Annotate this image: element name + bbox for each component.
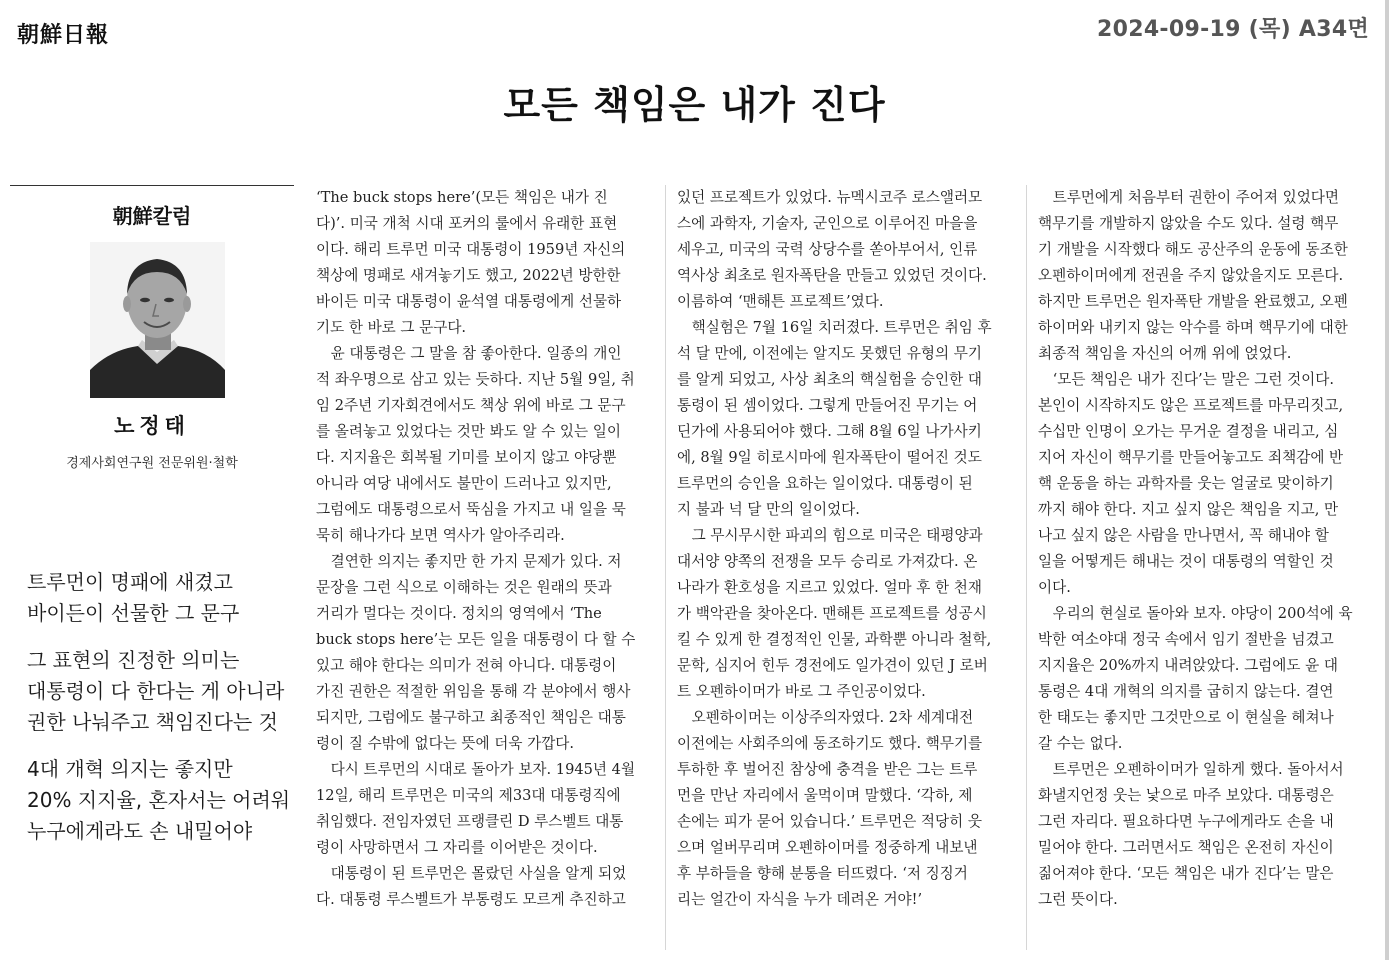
- body-text-line: 딘가에 사용되어야 했다. 그해 8월 6일 나가사키: [677, 423, 982, 440]
- body-text-line: 하지만 트루먼은 원자폭탄 개발을 완료했고, 오펜: [1038, 293, 1348, 310]
- body-text-line: 다시 트루먼의 시대로 돌아가 보자. 1945년 4월: [316, 761, 636, 778]
- body-text-line: 문학, 심지어 힌두 경전에도 일가견이 있던 J 로버: [677, 657, 988, 674]
- body-text-line: 그 무시무시한 파괴의 힘으로 미국은 태평양과: [677, 527, 983, 544]
- deck-line: 4대 개혁 의지는 좋지만: [27, 757, 233, 781]
- subheadline-deck: [27, 754, 297, 847]
- body-text-line: 이다.: [1038, 579, 1071, 596]
- column-divider: [1026, 185, 1027, 950]
- body-text-line: buck stops here’는 모든 일을 대통령이 다 할 수: [316, 631, 636, 648]
- author-sidebar: [10, 185, 294, 471]
- deck-line: 20% 지지율, 혼자서는 어려워: [27, 788, 291, 812]
- body-text-line: 바이든 미국 대통령이 윤석열 대통령에게 선물하: [316, 293, 622, 310]
- body-text-line: 오펜하이머는 이상주의자였다. 2차 세계대전: [677, 709, 974, 726]
- body-text-line: 에, 8월 9일 히로시마에 원자폭탄이 떨어진 것도: [677, 449, 982, 466]
- body-text-line: 문장을 그런 식으로 이해하는 것은 원래의 뜻과: [316, 579, 612, 596]
- body-text-line: 트루먼의 승인을 요하는 일이었다. 대통령이 된: [677, 475, 973, 492]
- body-text-line: 짊어져야 한다. ‘모든 책임은 내가 진다’는 말은: [1038, 865, 1334, 882]
- body-text-line: 핵무기를 개발하지 않았을 수도 있다. 설령 핵무: [1038, 215, 1339, 232]
- body-text-line: 그런 뜻이다.: [1038, 891, 1118, 908]
- body-text-line: 책상에 명패로 새겨놓기도 했고, 2022년 방한한: [316, 267, 621, 284]
- body-text-line: 석 달 만에, 이전에는 알지도 못했던 유형의 무기: [677, 345, 982, 362]
- body-text-line: 령이 질 수밖에 없다는 뜻에 더욱 가깝다.: [316, 735, 575, 752]
- page-edge: [1385, 0, 1389, 960]
- body-column-3: [1038, 185, 1372, 913]
- body-text-line: 기도 한 바로 그 문구다.: [316, 319, 467, 336]
- body-text-line: 세우고, 미국의 국력 상당수를 쏟아부어서, 인류: [677, 241, 978, 258]
- body-text-line: 핵 운동을 하는 과학자를 웃는 얼굴로 맞이하기: [1038, 475, 1334, 492]
- body-text-line: 통령이 된 셈이었다. 그렇게 만들어진 무기는 어: [677, 397, 978, 414]
- body-text-line: 있던 프로젝트가 있었다. 뉴멕시코주 로스앨러모: [677, 189, 983, 206]
- body-text-line: 오펜하이머에게 전권을 주지 않았을지도 모른다.: [1038, 267, 1344, 284]
- edition-date-page: 2024-09-19 (목) A34면: [1097, 17, 1369, 42]
- body-text-line: 이름하여 ‘맨해튼 프로젝트’였다.: [677, 293, 884, 310]
- body-text-line: 리는 얼간이 자식을 누가 데려온 거야!’: [677, 891, 923, 908]
- column-label: 朝鮮칼럼: [112, 204, 192, 228]
- body-text-line: 수십만 인명이 오가는 무거운 결정을 내리고, 심: [1038, 423, 1339, 440]
- deck-line: 그 표현의 진정한 의미는: [27, 648, 240, 672]
- body-text-line: 먼을 만난 자리에서 울먹이며 말했다. ‘각하, 제: [677, 787, 973, 804]
- body-text-line: 까지 해야 한다. 지고 싶지 않은 책임을 지고, 만: [1038, 501, 1339, 518]
- body-text-line: 갈 수는 없다.: [1038, 735, 1123, 752]
- body-text-line: 이다. 해리 트루먼 미국 대통령이 1959년 자신의: [316, 241, 626, 258]
- newspaper-masthead: 朝鮮日報: [17, 22, 110, 48]
- body-text-line: ‘모든 책임은 내가 진다’는 말은 그런 것이다.: [1038, 371, 1335, 388]
- body-text-line: 있고 해야 한다는 의미가 전혀 아니다. 대통령이: [316, 657, 617, 674]
- body-text-line: 취임했다. 전임자였던 프랭클린 D 루스벨트 대통: [316, 813, 624, 830]
- body-text-line: 적 좌우명으로 삼고 있는 듯하다. 지난 5월 9일, 취: [316, 371, 635, 388]
- body-text-line: 묵히 해나가다 보면 역사가 알아주리라.: [316, 527, 565, 544]
- body-text-line: 이전에는 사회주의에 동조하기도 했다. 핵무기를: [677, 735, 983, 752]
- subheadline-decks: [27, 567, 297, 863]
- body-text-line: 밀어야 한다. 그러면서도 책임은 온전히 자신이: [1038, 839, 1334, 856]
- body-text-line: 박한 여소야대 정국 속에서 임기 절반을 넘겼고: [1038, 631, 1334, 648]
- body-text-line: 한 태도는 좋지만 그것만으로 이 현실을 헤쳐나: [1038, 709, 1334, 726]
- deck-line: 권한 나눠주고 책임진다는 것: [27, 710, 278, 734]
- body-text-line: 윤 대통령은 그 말을 참 좋아한다. 일종의 개인: [316, 345, 622, 362]
- body-text-line: 그럼에도 대통령으로서 뚝심을 가지고 내 일을 묵: [316, 501, 626, 518]
- body-text-line: 킬 수 있게 한 결정적인 인물, 과학뿐 아니라 철학,: [677, 631, 992, 648]
- author-name: 노정태: [114, 414, 190, 438]
- column-divider: [665, 185, 666, 950]
- body-text-line: 대서양 양쪽의 전쟁을 모두 승리로 가져갔다. 온: [677, 553, 978, 570]
- body-text-line: 투하한 후 벌어진 참상에 충격을 받은 그는 트루: [677, 761, 978, 778]
- body-text-line: 나라가 환호성을 지르고 있었다. 얼마 후 한 천재: [677, 579, 982, 596]
- body-text-line: 다. 지지율은 회복될 기미를 보이지 않고 야당뿐: [316, 449, 617, 466]
- deck-line: 대통령이 다 한다는 게 아니라: [27, 679, 285, 703]
- subheadline-deck: [27, 645, 297, 738]
- body-text-line: 령이 사망하면서 그 자리를 이어받은 것이다.: [316, 839, 598, 856]
- body-text-line: 하이머와 내키지 않는 악수를 하며 핵무기에 대한: [1038, 319, 1348, 336]
- body-text-line: 나고 싶지 않은 사람을 만나면서, 꼭 해내야 할: [1038, 527, 1329, 544]
- body-text-line: 후 부하들을 향해 분통을 터뜨렸다. ‘저 징징거: [677, 865, 968, 882]
- body-text-line: 아니라 여당 내에서도 불만이 드러나고 있지만,: [316, 475, 612, 492]
- author-portrait-image: [90, 242, 225, 398]
- deck-line: 바이든이 선물한 그 문구: [27, 601, 240, 625]
- author-portrait: [90, 242, 225, 398]
- body-text-line: 일을 어떻게든 해내는 것이 대통령의 역할인 것: [1038, 553, 1334, 570]
- author-title: 경제사회연구원 전문위원·철학: [66, 456, 238, 471]
- body-text-line: 으며 얼버무리며 오펜하이머를 정중하게 내보낸: [677, 839, 978, 856]
- body-text-line: 통령은 4대 개혁의 의지를 굽히지 않는다. 결연: [1038, 683, 1334, 700]
- body-text-line: 트루먼은 오펜하이머가 일하게 했다. 돌아서서: [1038, 761, 1344, 778]
- body-text-line: 다. 대통령 루스벨트가 부통령도 모르게 추진하고: [316, 891, 626, 908]
- body-text-line: 대통령이 된 트루먼은 몰랐던 사실을 알게 되었: [316, 865, 627, 882]
- body-text-line: 그런 자리다. 필요하다면 누구에게라도 손을 내: [1038, 813, 1334, 830]
- body-text-line: 다)’. 미국 개척 시대 포커의 룰에서 유래한 표현: [316, 215, 618, 232]
- body-text-line: 본인이 시작하지도 않은 프로젝트를 마무리짓고,: [1038, 397, 1344, 414]
- headline: 모든 책임은 내가 진다: [503, 83, 886, 127]
- body-text-line: 지지율은 20%까지 내려앉았다. 그럼에도 윤 대: [1038, 657, 1338, 674]
- body-text-line: 역사상 최초로 원자폭탄을 만들고 있었던 것이다.: [677, 267, 987, 284]
- body-text-line: 최종적 책임을 자신의 어깨 위에 얹었다.: [1038, 345, 1292, 362]
- body-text-line: ‘The buck stops here’(모든 책임은 내가 진: [316, 189, 608, 206]
- body-text-line: 12일, 해리 트루먼은 미국의 제33대 대통령직에: [316, 787, 621, 804]
- body-text-line: 지 불과 넉 달 만의 일이었다.: [677, 501, 860, 518]
- body-text-line: 거리가 멀다는 것이다. 정치의 영역에서 ‘The: [316, 605, 602, 622]
- sidebar-divider: [10, 185, 294, 186]
- body-text-line: 스에 과학자, 기술자, 군인으로 이루어진 마을을: [677, 215, 978, 232]
- body-text-line: 되지만, 그럼에도 불구하고 최종적인 책임은 대통: [316, 709, 626, 726]
- body-text-line: 지어 자신이 핵무기를 만들어놓고도 죄책감에 반: [1038, 449, 1344, 466]
- body-text-line: 핵실험은 7월 16일 치러졌다. 트루먼은 취임 후: [677, 319, 992, 336]
- body-text-line: 를 알게 되었고, 사상 최초의 핵실험을 승인한 대: [677, 371, 982, 388]
- body-text-line: 우리의 현실로 돌아와 보자. 야당이 200석에 육: [1038, 605, 1353, 622]
- body-text-line: 화낼지언정 웃는 낯으로 마주 보았다. 대통령은: [1038, 787, 1334, 804]
- body-text-line: 트 오펜하이머가 바로 그 주인공이었다.: [677, 683, 926, 700]
- body-text-line: 가진 권한은 적절한 위임을 통해 각 분야에서 행사: [316, 683, 631, 700]
- body-column-1: [316, 185, 650, 913]
- body-text-line: 트루먼에게 처음부터 권한이 주어져 있었다면: [1038, 189, 1340, 206]
- body-text-line: 가 백악관을 찾아온다. 맨해튼 프로젝트를 성공시: [677, 605, 987, 622]
- body-column-2: [677, 185, 1011, 913]
- body-text-line: 결연한 의지는 좋지만 한 가지 문제가 있다. 저: [316, 553, 622, 570]
- body-text-line: 임 2주년 기자회견에서도 책상 위에 바로 그 문구: [316, 397, 626, 414]
- subheadline-deck: [27, 567, 297, 629]
- body-text-line: 손에는 피가 묻어 있습니다.’ 트루먼은 적당히 웃: [677, 813, 982, 830]
- body-text-line: 기 개발을 시작했다 해도 공산주의 운동에 동조한: [1038, 241, 1348, 258]
- deck-line: 트루먼이 명패에 새겼고: [27, 570, 233, 594]
- body-text-line: 를 올려놓고 있었다는 것만 봐도 알 수 있는 일이: [316, 423, 621, 440]
- deck-line: 누구에게라도 손 내밀어야: [27, 819, 253, 843]
